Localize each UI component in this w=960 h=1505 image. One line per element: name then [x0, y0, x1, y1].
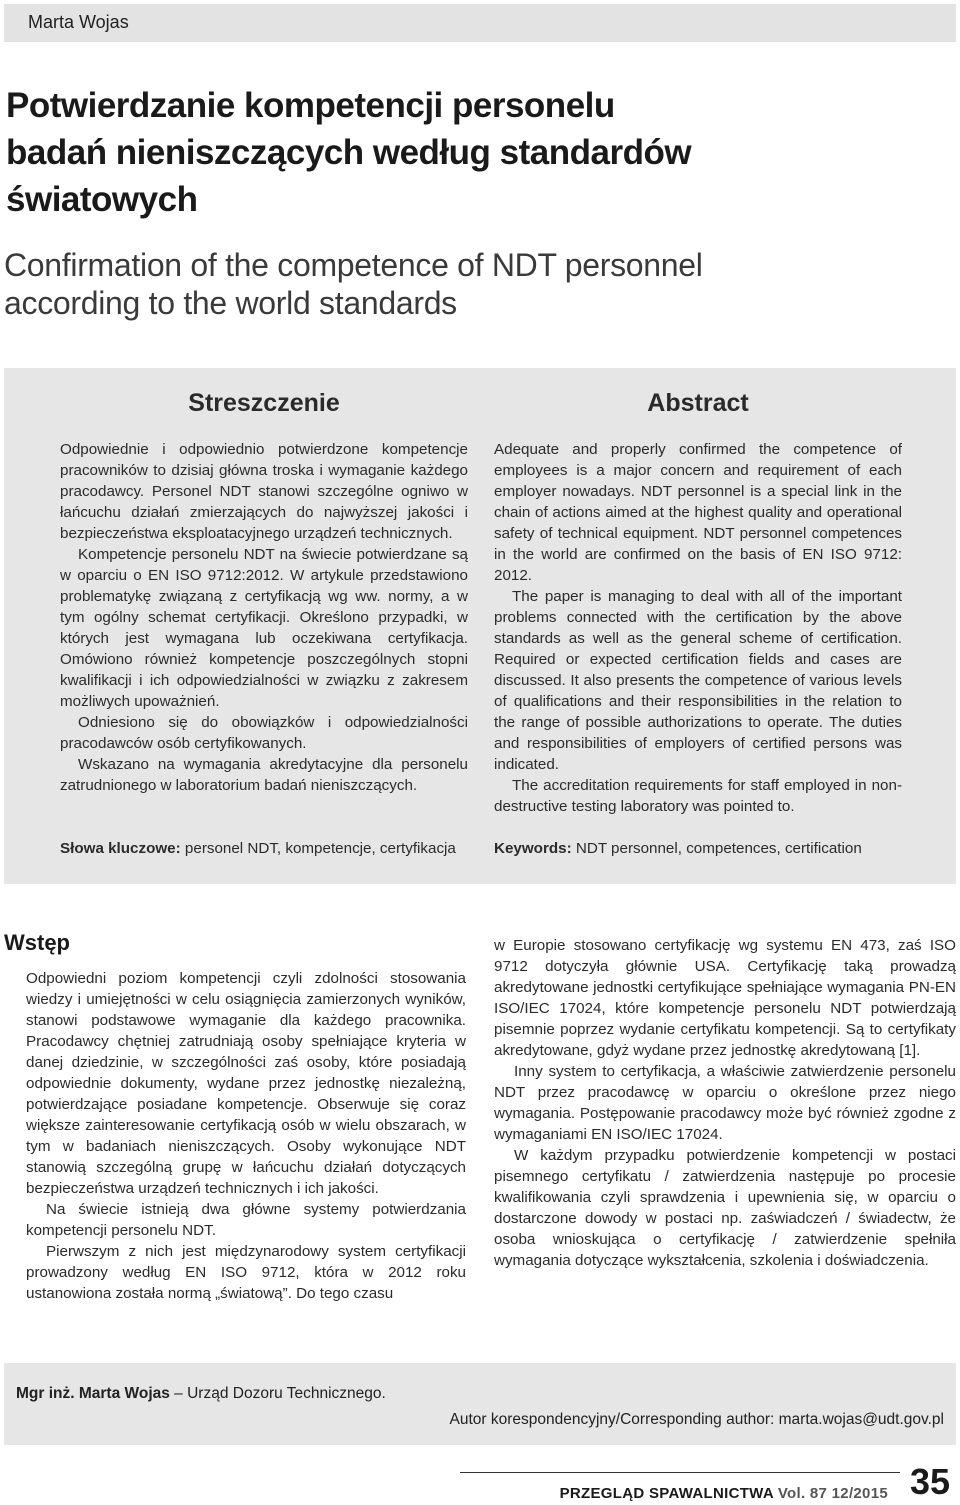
streszczenie-paragraph: Odniesiono się do obowiązków i odpowiedzialności pracodawców osób certyfikowanych.: [60, 714, 468, 752]
page-number: 35: [909, 1461, 950, 1502]
body-paragraph: Na świecie istnieją dwa główne systemy potwierdzania kompetencji personelu NDT.: [26, 1201, 466, 1239]
body-column-left: [4, 928, 466, 1304]
abstract-paragraph: The paper is managing to deal with all of the important problems connected with the certification by the above standards as well as the general scheme of certification. Required or expected certification fields and cases are discussed. It also presents the competence of various levels of qualifications and their responsibilities in the relation to the range of possible authorizations to operate. The duties and responsibilities of employers of certified persons was indicated.: [494, 588, 902, 773]
corresponding-author: Autor korespondencyjny/Corresponding author: marta.wojas@udt.gov.pl: [449, 1411, 944, 1428]
body-paragraph: Pierwszym z nich jest międzynarodowy system certyfikacji prowadzony według EN ISO 9712, która w 2012 roku ustanowiona została normą „światową”. Do tego czasu: [26, 1243, 466, 1302]
footer-rule: [460, 1472, 900, 1473]
keywords-label-en: Keywords:: [494, 840, 572, 857]
abstract-keywords: [494, 838, 914, 859]
journal-footer: [560, 1485, 888, 1502]
streszczenie-body: [60, 439, 468, 796]
streszczenie-paragraph: Wskazano na wymagania akredytacyjne dla personelu zatrudnionego w laboratorium badań nieniszczących.: [60, 756, 468, 794]
abstract-paragraph: The accreditation requirements for staff employed in non-destructive testing laboratory was pointed to.: [494, 777, 902, 815]
abstract-column: [494, 368, 902, 857]
author-header-bar: [4, 4, 956, 42]
keywords-label-pl: Słowa kluczowe:: [60, 840, 181, 857]
body-paragraph: w Europie stosowano certyfikację wg systemu EN 473, zaś ISO 9712 dotyczyła głównie USA. Certyfikację taką prowadzą akredytowane jednostki certyfikujące spełniające wymagania PN-EN ISO/IEC 17024, które kompetencje personelu NDT potwierdzają pisemnie poprzez wydanie certyfikatu kompetencji. Są to certyfikaty akredytowane, gdyż wydane przez jednostkę akredytowaną [1].: [494, 937, 956, 1059]
streszczenie-keywords: [60, 838, 480, 859]
article-title-polish: Potwierdzanie kompetencji personelu badań nieniszczących według standardów światowych: [6, 86, 692, 219]
author-name: Marta Wojas: [28, 12, 129, 32]
journal-volume: Vol. 87 12/2015: [777, 1485, 888, 1502]
body-paragraph: W każdym przypadku potwierdzenie kompetencji w postaci pisemnego certyfikatu / zatwierdzenia następuje po procesie kwalifikowania czyli sprawdzenia i upewnienia się, w oparciu o dostarczone dowody w postaci np. zaświadczeń / świadectw, że osoba wnioskująca o certyfikację / zatwierdzenie spełniła wymagania dotyczące wykształcenia, szkolenia i doświadczenia.: [494, 1147, 956, 1269]
affiliation-text: – Urząd Dozoru Technicznego.: [169, 1385, 386, 1402]
streszczenie-column: [60, 368, 468, 857]
streszczenie-paragraph: Odpowiednie i odpowiednio potwierdzone kompetencje pracowników to dzisiaj główna troska i wymaganie każdego pracodawcy. Personel NDT stanowi szczególne ogniwo w łańcuchu działań zmierzających do najwyższej jakości i bezpieczeństwa eksploatacyjnego urządzeń technicznych.: [60, 441, 468, 542]
journal-name: PRZEGLĄD SPAWALNICTWA: [559, 1485, 774, 1502]
author-credentials: Mgr inż. Marta Wojas: [16, 1385, 170, 1402]
body-paragraph: Inny system to certyfikacja, a właściwie zatwierdzenie personelu NDT przez pracodawcę w oparciu o określone przez niego wymagania. Postępowanie pracodawcy może być również zgodne z wymaganiami EN ISO/IEC 17024.: [494, 1063, 956, 1143]
abstract-body: [494, 439, 902, 817]
author-affiliation-box: [4, 1363, 956, 1445]
section-heading-wstep: Wstęp: [4, 930, 70, 955]
abstract-box: [4, 368, 956, 884]
abstract-paragraph: Adequate and properly confirmed the competence of employees is a major concern and requirement of each employer nowadays. NDT personnel is a special link in the chain of actions aimed at the highest quality and operational safety of technical equipment. NDT personnel competences in the world are confirmed on the basis of EN ISO 9712: 2012.: [494, 441, 902, 584]
streszczenie-paragraph: Kompetencje personelu NDT na świecie potwierdzane są w oparciu o EN ISO 9712:2012. W artykule przedstawiono problematykę związaną z certyfikacją wg ww. normy, a w tym ogólny schemat certyfikacji. Określono przypadki, w których jest wymagana lub oczekiwana certyfikacja. Omówiono również kompetencje poszczególnych stopni kwalifikacji i ich odpowiedzialności w związku z zakresem możliwych upoważnień.: [60, 546, 468, 710]
keywords-pl: personel NDT, kompetencje, certyfikacja: [184, 840, 456, 857]
streszczenie-heading: Streszczenie: [188, 389, 340, 417]
wstep-body-left: [4, 968, 466, 1304]
author-affiliation: [16, 1385, 386, 1403]
body-column-right: [494, 935, 956, 1271]
article-title-english: Confirmation of the competence of NDT personnel according to the world standards: [4, 247, 703, 321]
keywords-en: NDT personnel, competences, certification: [575, 840, 862, 857]
abstract-heading: Abstract: [647, 389, 749, 417]
body-paragraph: Odpowiedni poziom kompetencji czyli zdolności stosowania wiedzy i umiejętności w celu osiągnięcia zamierzonych wyników, stanowi podstawowe wymaganie dla każdego pracownika. Pracodawcy chętniej zatrudniają osoby spełniające kryteria w danej dziedzinie, w szczególności zaś osoby, które posiadają odpowiednie dokumenty, wydane przez jednostkę niezależną, potwierdzające posiadane kompetencje. Obserwuje się coraz większe zainteresowanie certyfikacją osób w wielu obszarach, w tym w badaniach nieniszczących. Osoby wykonujące NDT stanowią szczególną grupę w łańcuchu działań dotyczących bezpieczeństwa urządzeń technicznych i ich jakości.: [26, 970, 466, 1197]
